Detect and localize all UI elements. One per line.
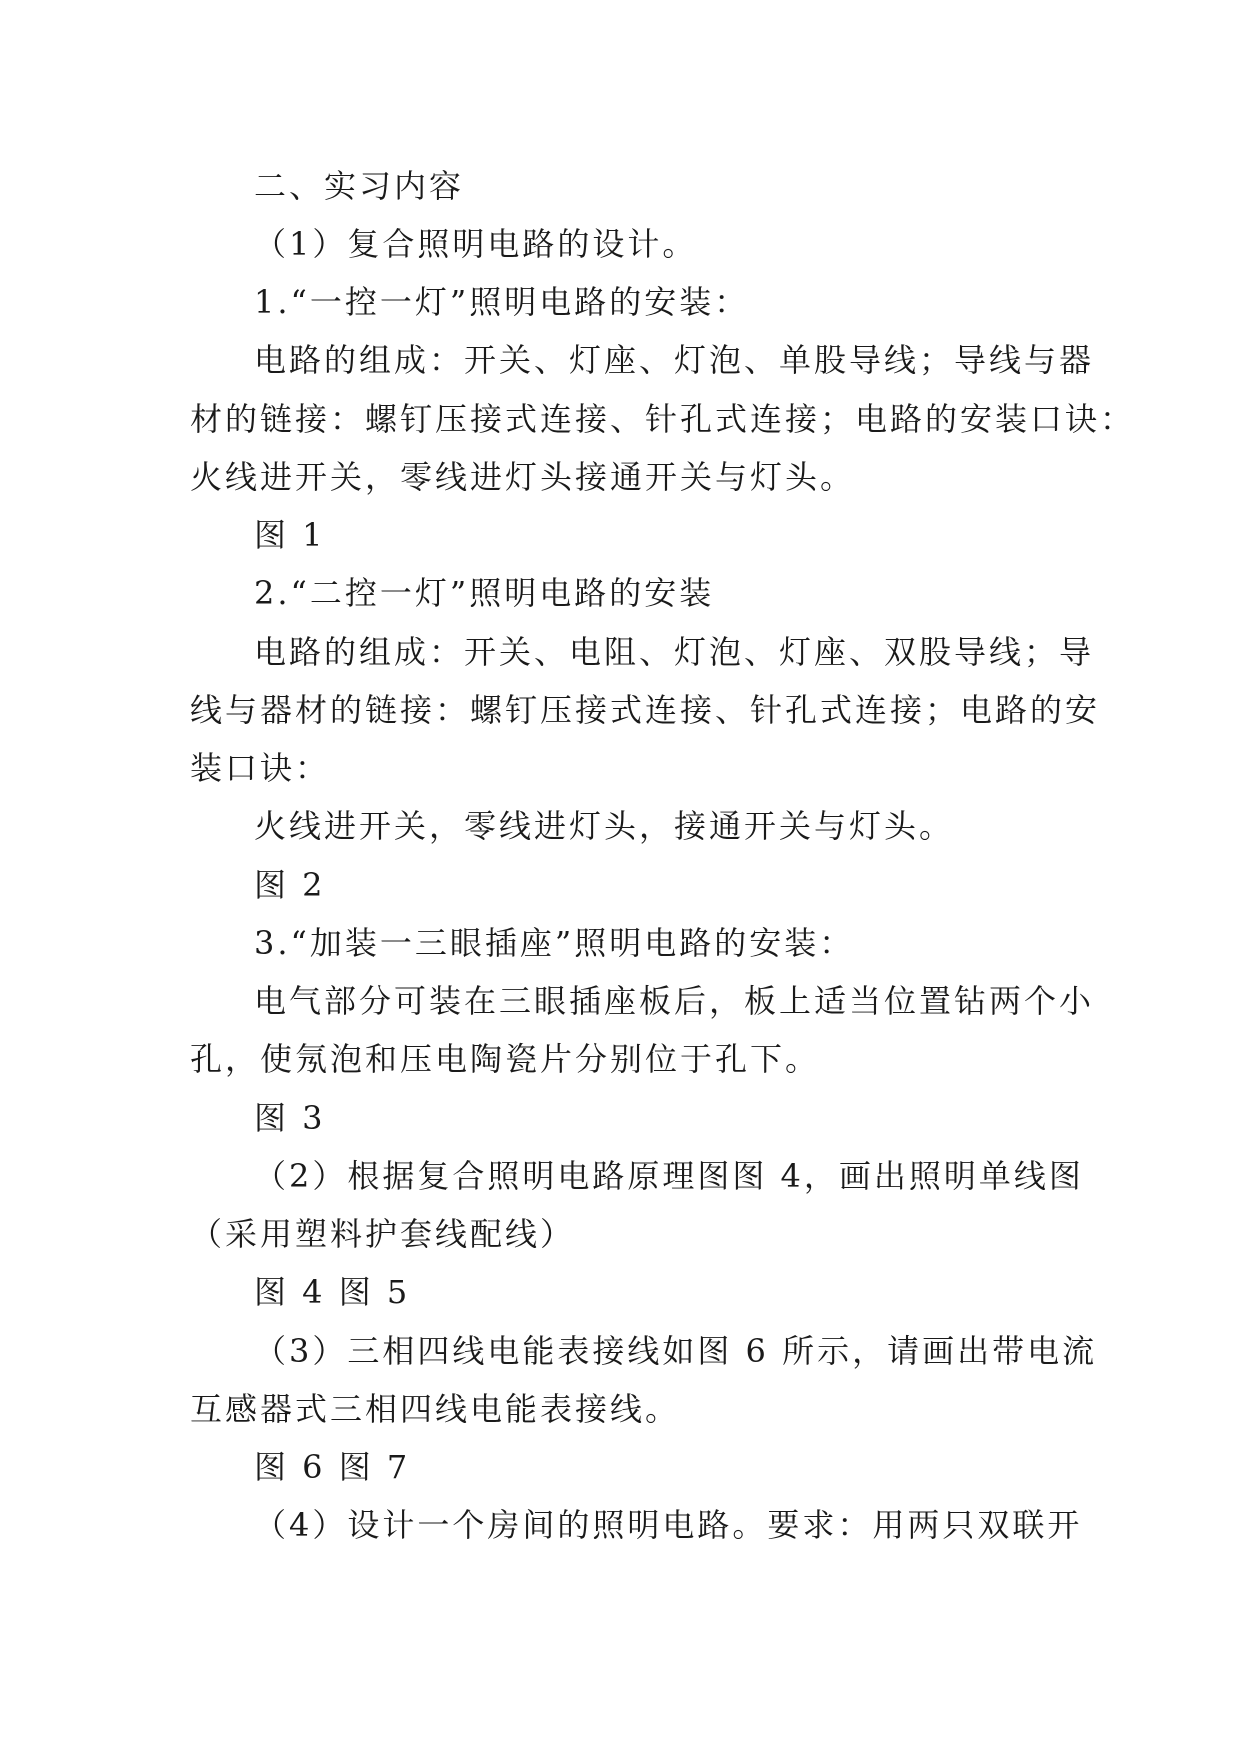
paragraph-line: （采用塑料护套线配线）	[190, 1215, 576, 1253]
item-1-heading: （1）复合照明电路的设计。	[254, 225, 698, 263]
figure-label: 图 3	[254, 1099, 326, 1137]
paragraph-line: 孔，使氖泡和压电陶瓷片分别位于孔下。	[190, 1040, 821, 1078]
paragraph-line: 线与器材的链接：螺钉压接式连接、针孔式连接；电路的安	[190, 691, 1101, 729]
subitem-3-heading: 3.“加装一三眼插座”照明电路的安装：	[254, 924, 855, 962]
item-4-heading: （4）设计一个房间的照明电路。要求：用两只双联开	[254, 1506, 1083, 1544]
figure-label: 图 6 图 7	[254, 1448, 411, 1486]
section-heading: 二、实习内容	[254, 167, 465, 205]
paragraph-line: 火线进开关，零线进灯头，接通开关与灯头。	[254, 807, 955, 845]
paragraph-line: 火线进开关，零线进灯头接通开关与灯头。	[190, 458, 856, 496]
paragraph-line: 电气部分可装在三眼插座板后，板上适当位置钻两个小	[254, 982, 1095, 1020]
paragraph-line: 互感器式三相四线电能表接线。	[190, 1390, 681, 1428]
subitem-1-heading: 1.“一控一灯”照明电路的安装：	[254, 283, 750, 321]
subitem-2-heading: 2.“二控一灯”照明电路的安装	[254, 574, 715, 612]
paragraph-line: 电路的组成：开关、电阻、灯泡、灯座、双股导线；导	[254, 633, 1095, 671]
item-3-heading: （3）三相四线电能表接线如图 6 所示，请画出带电流	[254, 1332, 1098, 1370]
figure-label: 图 4 图 5	[254, 1273, 411, 1311]
figure-label: 图 1	[254, 516, 326, 554]
figure-label: 图 2	[254, 866, 326, 904]
item-2-heading: （2）根据复合照明电路原理图图 4，画出照明单线图	[254, 1157, 1084, 1195]
paragraph-line: 装口诀：	[190, 749, 331, 787]
paragraph-line: 材的链接：螺钉压接式连接、针孔式连接；电路的安装口诀：	[190, 400, 1136, 438]
paragraph-line: 电路的组成：开关、灯座、灯泡、单股导线；导线与器	[254, 341, 1095, 379]
